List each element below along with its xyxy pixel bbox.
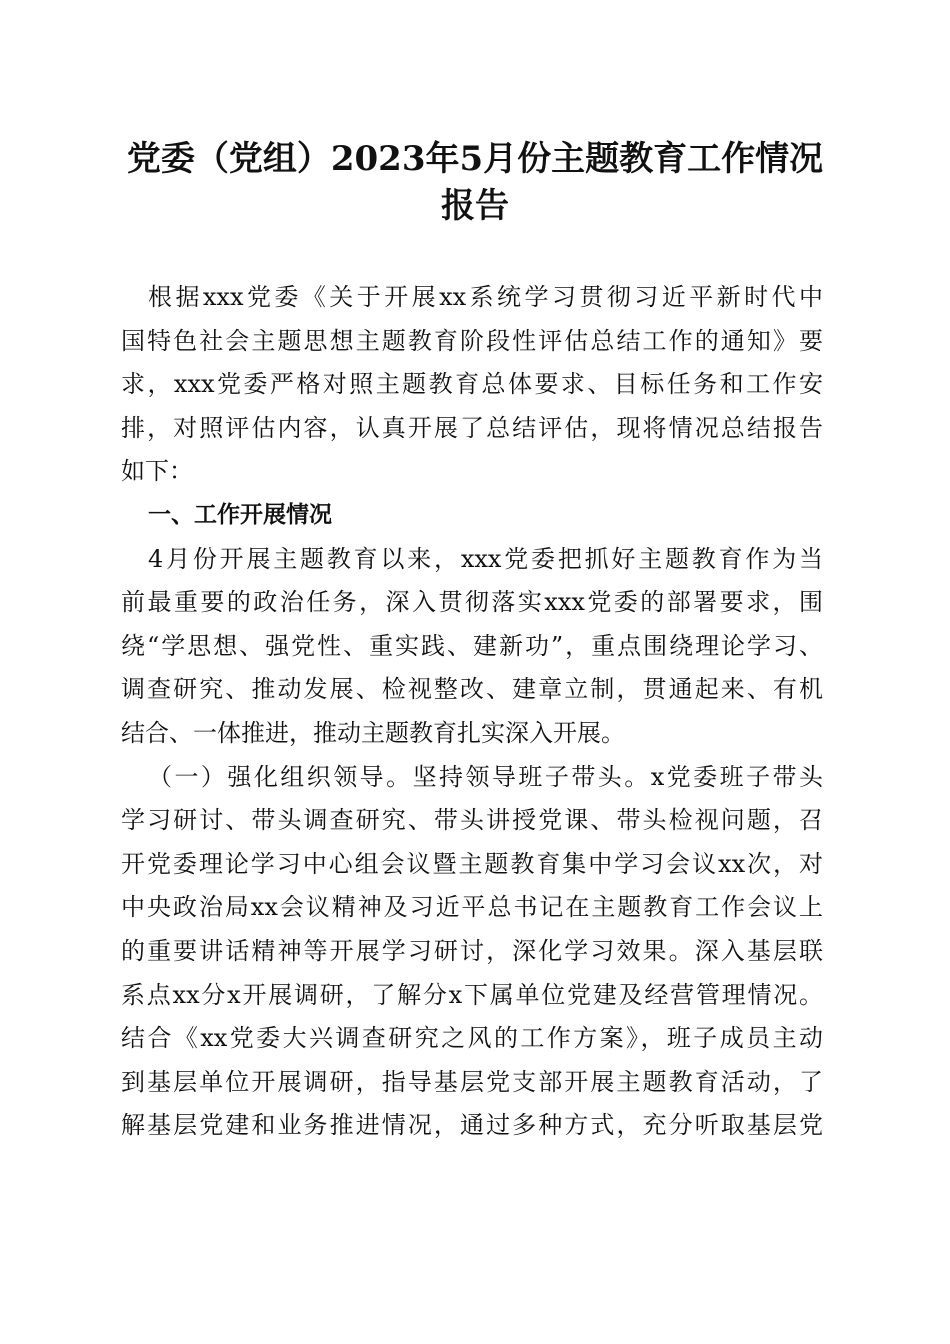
text-line: 4月份开展主题教育以来，xxx党委把抓好主题教育作为当 (148, 544, 823, 573)
paragraph (121, 276, 823, 494)
text-line: 如下： (121, 457, 193, 486)
text-line: 的重要讲话精神等开展学习研讨，深化学习效果。深入基层联 (121, 936, 823, 965)
text-line: 求，xxx党委严格对照主题教育总体要求、目标任务和工作安 (121, 370, 823, 399)
text-line: 绕“学思想、强党性、重实践、建新功”，重点围绕理论学习、 (121, 631, 823, 660)
text-line: （一）强化组织领导。坚持领导班子带头。x党委班子带头 (148, 762, 823, 791)
text-line: 一、工作开展情况 (148, 501, 332, 528)
text-line: 学习研讨、带头调查研究、带头讲授党课、带头检视问题，召 (121, 806, 823, 835)
text-line: 调查研究、推动发展、检视整改、建章立制，贯通起来、有机 (121, 675, 823, 704)
paragraph (121, 538, 823, 756)
text-line: 解基层党建和业务推进情况，通过多种方式，充分听取基层党 (121, 1111, 823, 1140)
text-line: 结合《xx党委大兴调查研究之风的工作方案》，班子成员主动 (121, 1024, 823, 1053)
text-line: 前最重要的政治任务，深入贯彻落实xxx党委的部署要求，围 (121, 588, 823, 617)
text-line: 系点xx分x开展调研，了解分x下属单位党建及经营管理情况。 (121, 980, 823, 1009)
text-line: 中央政治局xx会议精神及习近平总书记在主题教育工作会议上 (121, 893, 823, 922)
title-line-1: 党委（党组）2023年5月份主题教育工作情况 (126, 139, 824, 179)
paragraph (121, 756, 823, 1148)
document-title (0, 136, 950, 230)
text-line: 根据xxx党委《关于开展xx系统学习贯彻习近平新时代中 (148, 283, 823, 311)
title-line-2: 报告 (441, 186, 509, 226)
text-line: 到基层单位开展调研，指导基层党支部开展主题教育活动，了 (121, 1067, 823, 1096)
text-line: 开党委理论学习中心组会议暨主题教育集中学习会议xx次，对 (121, 849, 823, 878)
text-line: 结合、一体推进，推动主题教育扎实深入开展。 (121, 718, 625, 747)
document-body (121, 276, 823, 1148)
text-line: 排，对照评估内容，认真开展了总结评估，现将情况总结报告 (121, 413, 823, 442)
section-heading (121, 494, 823, 538)
text-line: 国特色社会主题思想主题教育阶段性评估总结工作的通知》要 (121, 326, 823, 355)
